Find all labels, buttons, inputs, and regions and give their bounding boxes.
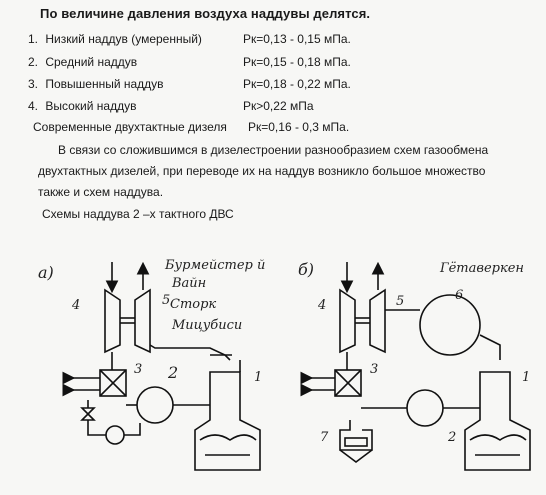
maker-label: Мицубиси (172, 318, 243, 333)
part-number: 6 (455, 288, 464, 303)
paragraph-line: двухтактных дизелей, при переводе их на наддув возникло большое множество (38, 164, 486, 178)
schemes-title: Схемы наддува 2 –х тактного ДВС (42, 207, 234, 221)
maker-label: Сторк (170, 297, 217, 312)
diagram-b-letter: б) (298, 260, 315, 279)
part-number: 7 (320, 430, 329, 445)
part-number: 4 (318, 298, 327, 313)
list-item: 3. Повышенный наддув (28, 77, 164, 91)
part-number: 1 (254, 370, 263, 385)
list-item: 2. Средний наддув (28, 55, 138, 69)
part-number: 3 (370, 362, 379, 377)
modern-engines-value: Рк=0,16 - 0,3 мПа. (248, 120, 350, 134)
maker-label: Бурмейстер й (165, 258, 266, 273)
page-heading: По величине давления воздуха наддувы делятся. (40, 6, 371, 21)
part-number: 5 (162, 293, 171, 308)
part-number: 2 (448, 430, 457, 445)
modern-engines-label: Современные двухтактные дизеля (33, 120, 227, 134)
part-number: 2 (168, 363, 179, 382)
part-number: 4 (72, 298, 81, 313)
list-item: 1. Низкий наддув (умеренный) (28, 32, 202, 46)
pressure-value: Рк=0,13 - 0,15 мПа. (243, 32, 351, 46)
part-number: 1 (522, 370, 531, 385)
maker-label: Вайн (172, 276, 207, 291)
pressure-value: Рк=0,15 - 0,18 мПа. (243, 55, 351, 69)
diagram-b (310, 262, 530, 470)
list-item: 4. Высокий наддув (28, 99, 137, 113)
part-number: 5 (396, 294, 405, 309)
maker-label: Гётаверкен (440, 261, 524, 276)
part-number: 3 (134, 362, 143, 377)
diagram-a-letter: а) (38, 263, 54, 282)
paragraph-line: В связи со сложившимся в дизелестроении разнообразием схем газообмена (58, 143, 489, 157)
pressure-value: Рк=0,18 - 0,22 мПа. (243, 77, 351, 91)
paragraph-line: также и схем наддува. (38, 185, 164, 199)
pressure-value: Рк>0,22 мПа (243, 99, 314, 113)
